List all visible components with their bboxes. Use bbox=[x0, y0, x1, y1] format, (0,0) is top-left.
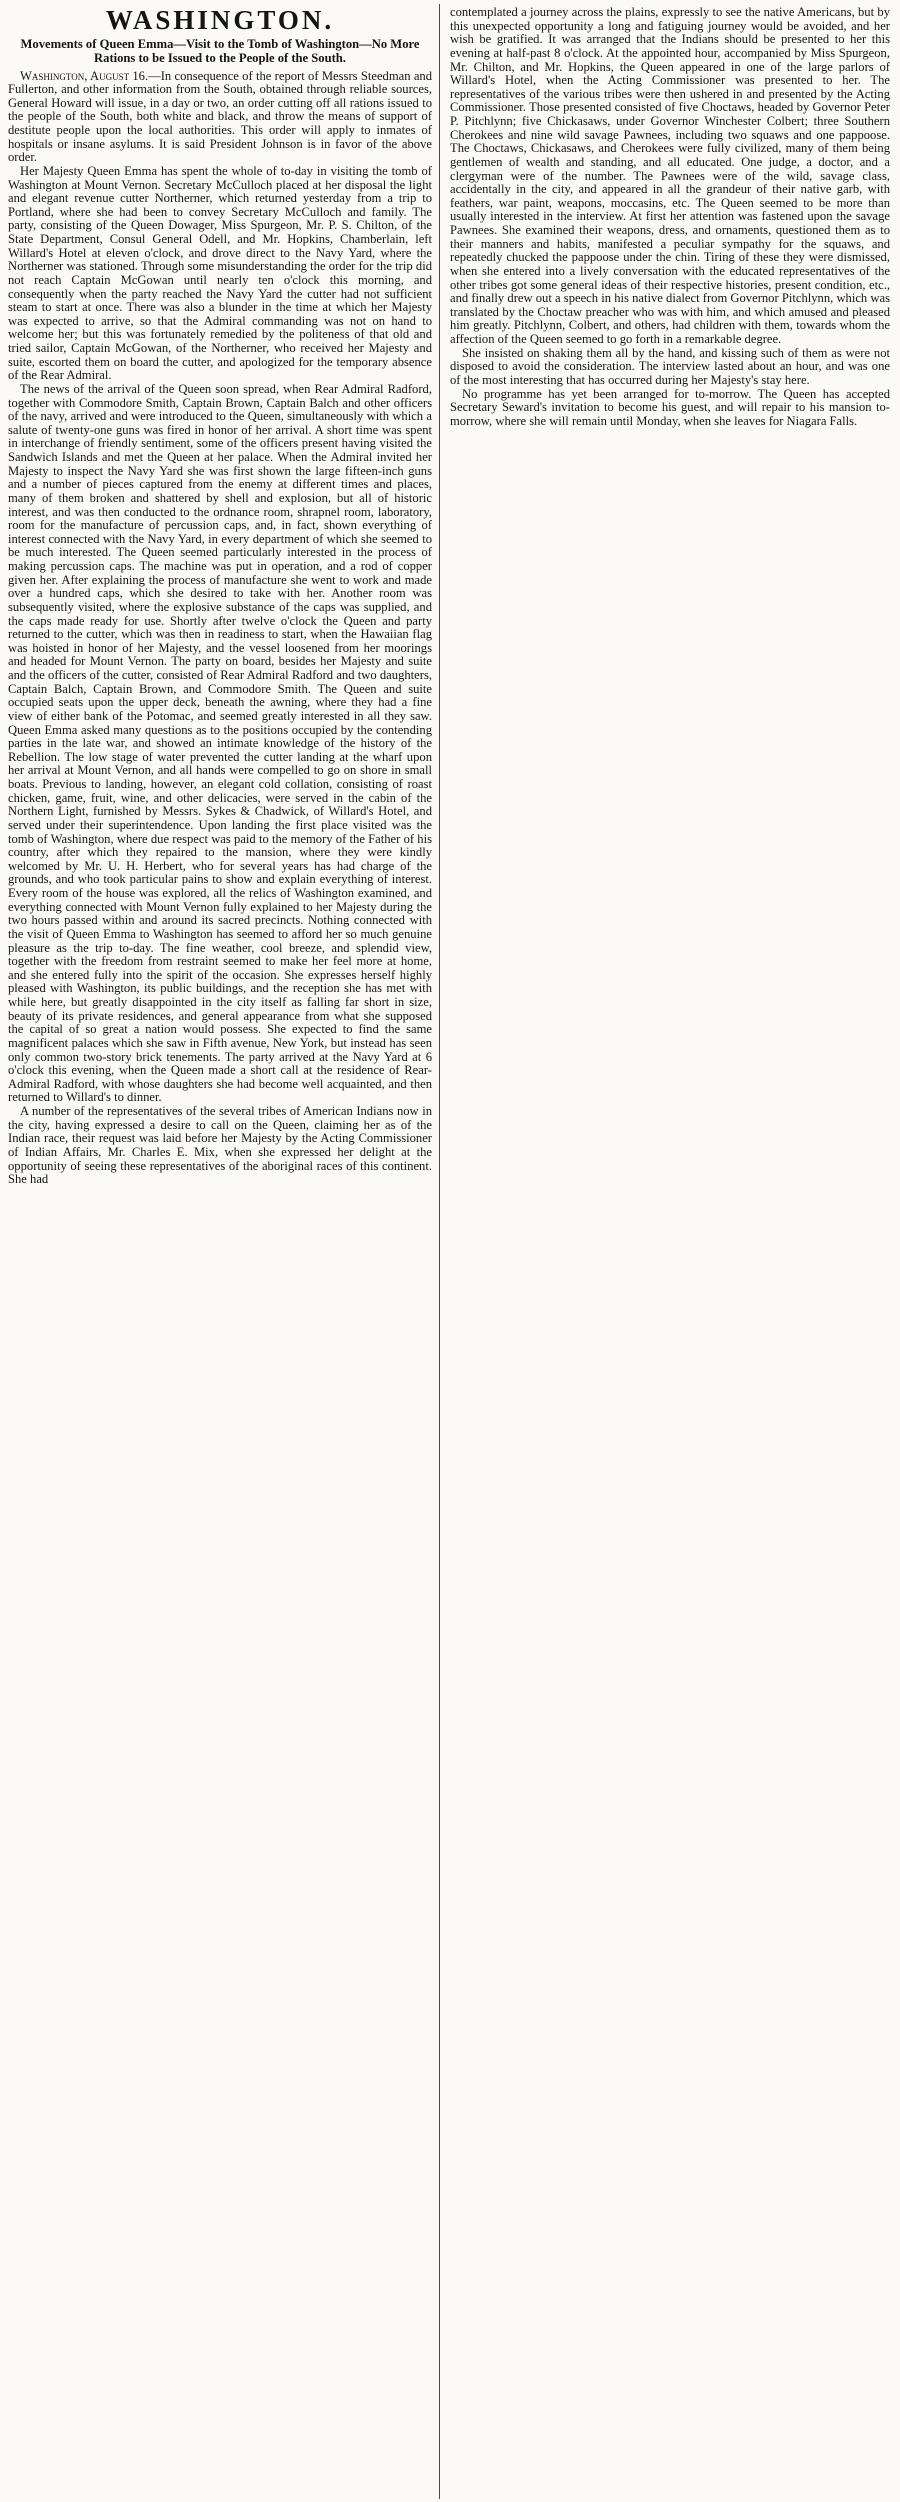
article-subhead: Movements of Queen Emma—Visit to the Tomb of Washington—No More Rations to be Issued to the People of the South. bbox=[20, 37, 420, 65]
article-title: WASHINGTON. bbox=[105, 5, 335, 35]
paragraph-handshakes: She insisted on shaking them all by the hand, and kissing such of them as were not disposed to avoid the consideration. The interview lasted about an hour, and was one of the most interesting that has occurred during her Majesty's stay here. bbox=[450, 345, 890, 387]
right-column bbox=[442, 0, 900, 920]
left-column bbox=[0, 0, 442, 2502]
paragraph-mount-vernon-trip: Her Majesty Queen Emma has spent the whole of to-day in visiting the tomb of Washington at Mount Vernon. Secretary McCulloch placed at her disposal the light and elegant revenue cutter Northerner, which returned yesterday from a trip to Portland, where she had been to convey Secretary McCulloch and family. The party, consisting of the Queen Dowager, Miss Spurgeon, Mr. P. S. Chilton, of the State Department, Consul General Odell, and Mr. Hopkins, Chamberlain, left Willard's Hotel at eleven o'clock, and drove direct to the Navy Yard, where the Northerner was stationed. Through some misunderstanding the order for the trip did not reach Captain McGowan until nearly ten o'clock this morning, and consequently when the party reached the Navy Yard the cutter had not sufficient steam to start at once. There was also a blunder in the time at which her Majesty was expected to arrive, so that the Admiral commanding was not on hand to welcome her; but this was fortunately remedied by the politeness of that old and tried sailor, Captain McGowan, of the Northerner, who received her Majesty and suite, escorted them on board the cutter, and apologized for the temporary absence of the Rear Admiral. bbox=[8, 163, 432, 383]
dateline: Washington, August 16. bbox=[20, 68, 149, 83]
paragraph-indian-delegation: A number of the representatives of the several tribes of American Indians now in the city, having expressed a desire to call on the Queen, claiming her as of the Indian race, their request was laid before her Majesty by the Acting Commissioner of Indian Affairs, Mr. Charles E. Mix, when she expressed her delight at the opportunity of seeing these representatives of the aboriginal races of this continent. She had bbox=[8, 1104, 432, 1187]
paragraph-navy-yard-visit: The news of the arrival of the Queen soon spread, when Rear Admiral Radford, together with Commodore Smith, Captain Brown, Captain Balch and other officers of the navy, arrived and were introduced to the Queen, simultaneously with which a salute of twenty-one guns was fired in honor of her arrival. A short time was spent in interchange of friendly sentiment, some of the officers present having visited the Sandwich Islands and met the Queen at her palace. When the Admiral invited her Majesty to inspect the Navy Yard she was first shown the large fifteen-inch guns and a number of pieces captured from the enemy at different times and places, many of them broken and shattered by shell and explosion, but all of historic interest, and was then conducted to the ordnance room, shrapnel room, laboratory, room for the manufacture of percussion caps, and, in fact, shown everything of interest connected with the Navy Yard, in every department of which she seemed to be much interested. The Queen seemed particularly interested in the process of making percussion caps. The machine was put in operation, and a rod of copper given her. After explaining the process of manufacture she went to work and made over a hundred caps, which she desired to take with her. Another room was subsequently visited, where the explosive substance of the caps was supplied, and the caps made ready for use. Shortly after twelve o'clock the Queen and party returned to the cutter, which was then in readiness to start, when the Hawaiian flag was hoisted in honor of her Majesty, and the vessel loosened from her moorings and headed for Mount Vernon. The party on board, besides her Majesty and suite and the officers of the cutter, consisted of Rear Admiral Radford and two daughters, Captain Balch, Captain Brown, and Commodore Smith. The Queen and suite occupied seats upon the upper deck, beneath the awning, where they had a fine view of either bank of the Potomac, and seemed greatly interested in all they saw. Queen Emma asked many questions as to the positions occupied by the contending parties in the late war, and showed an intimate knowledge of the history of the Rebellion. The low stage of water prevented the cutter landing at the wharf upon her arrival at Mount Vernon, and all hands were compelled to go on shore in small boats. Previous to landing, however, an elegant cold collation, consisting of roast chicken, game, fruit, wine, and other delicacies, were served in the cabin of the Northern Light, furnished by Messrs. Sykes & Chadwick, of Willard's Hotel, and served under their superintendence. Upon landing the first place visited was the tomb of Washington, where due respect was paid to the memory of the Father of his country, after which they repaired to the mansion, where they were kindly welcomed by Mr. U. H. Herbert, who for several years has had charge of the grounds, and who took particular pains to show and explain everything of interest. Every room of the house was explored, all the relics of Washington examined, and everything connected with Mount Vernon fully explained to her Majesty during the two hours passed within and around its sacred precincts. Nothing connected with the visit of Queen Emma to Washington has seemed to afford her so much genuine pleasure as the trip to-day. The fine weather, cool breeze, and splendid view, together with the freedom from restraint seemed to make her feel more at home, and she entered fully into the spirit of the occasion. She expresses herself highly pleased with Washington, its public buildings, and the reception she has met with while here, but greatly disappointed in the city itself as falling far short in size, beauty of its private residences, and general appearance from what she supposed the capital of so great a nation would possess. She expected to find the same magnificent palaces which she saw in Fifth avenue, New York, but instead has seen only common two-story brick tenements. The party arrived at the Navy Yard at 6 o'clock this evening, when the Queen made a short call at the residence of Rear-Admiral Radford, with whose daughters she had become well acquainted, and then returned to Willard's to dinner. bbox=[8, 381, 432, 1105]
column-rule bbox=[439, 4, 440, 2499]
paragraph-programme: No programme has yet been arranged for to-morrow. The Queen has accepted Secretary Seward's invitation to become his guest, and will repair to his mansion to-morrow, where she will remain until Monday, when she leaves for Niagara Falls. bbox=[450, 386, 890, 428]
paragraph-indian-reception: contemplated a journey across the plains, expressly to see the native Americans, but by this unexpected opportunity a long and fatiguing journey would be avoided, and her wish be gratified. It was arranged that the Indians should be presented to her this evening at half-past 8 o'clock. At the appointed hour, accompanied by Miss Spurgeon, Mr. Chilton, and Mr. Hopkins, the Queen appeared in one of the large parlors of Willard's Hotel, when the Acting Commissioner was presented to her. The representatives of the various tribes were then ushered in and presented by the Acting Commissioner. Those presented consisted of five Choctaws, headed by Governor Peter P. Pitchlynn; five Chickasaws, under Governor Winchester Colbert; three Southern Cherokees and nine wild savage Pawnees, including two squaws and one pappoose. The Choctaws, Chickasaws, and Cherokees were fully civilized, many of them being gentlemen of wealth and standing, and all educated. One judge, a doctor, and a clergyman were of the number. The Pawnees were of the wild, savage class, accidentally in the city, and appeared in all the grandeur of their native garb, with feathers, war paint, weapons, moccasins, etc. The Queen seemed to be more than usually interested in the interview. At first her attention was fastened upon the savage Pawnees. She examined their weapons, dress, and ornaments, questioned them as to their manners and habits, manifested a peculiar sympathy for the squaws, and repeatedly chucked the pappoose under the chin. Tiring of these they were dismissed, when she entered into a lively conversation with the educated representatives of the other tribes got some general ideas of their respective histories, present condition, etc., and finally drew out a speech in his native dialect from Governor Pitchlynn, which was translated by the Choctaw preacher who was with him, and which amused and pleased him greatly. Pitchlynn, Colbert, and others, had children with them, towards whom the affection of the Queen seemed to go forth in a remarkable degree. bbox=[450, 5, 890, 346]
paragraph-rations-order bbox=[8, 70, 432, 165]
paragraph-text: —In consequence of the report of Messrs Steedman and Fullerton, and other information from the South, obtained through reliable sources, General Howard will issue, in a day or two, an order cutting off all rations issued to the people of the South, both white and black, and throw the means of support of destitute people upon the local authorities. This order will apply to inmates of hospitals or insane asylums. It is said President Johnson is in favor of the above order. bbox=[8, 68, 433, 165]
